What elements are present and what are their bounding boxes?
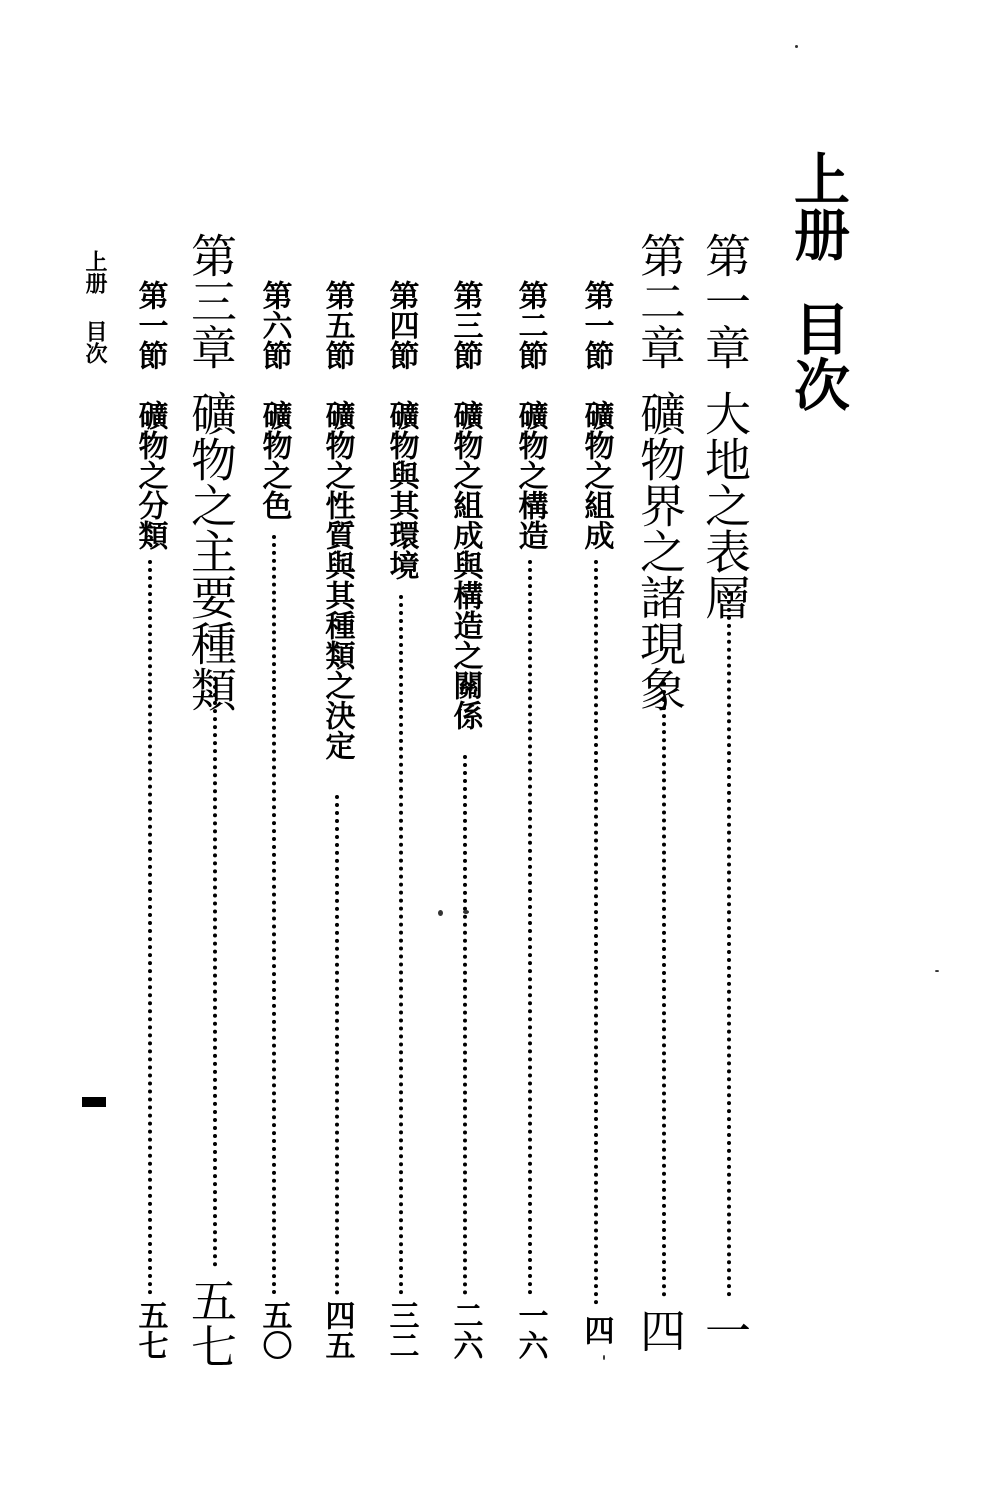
toc-entry-section[interactable] bbox=[512, 280, 552, 1360]
toc-entry-chapter-1[interactable] bbox=[700, 232, 760, 1352]
toc-title: 礦物之分類 bbox=[132, 400, 168, 550]
toc-title: 礦物之構造 bbox=[512, 400, 548, 550]
toc-page-number: 五〇 bbox=[256, 1300, 292, 1360]
toc-number: 第三節 bbox=[447, 280, 483, 370]
dot-leader bbox=[463, 755, 467, 1295]
dot-leader bbox=[528, 560, 532, 1295]
toc-entry-section[interactable] bbox=[383, 280, 423, 1360]
scan-speck bbox=[935, 970, 939, 972]
dot-leader bbox=[213, 677, 217, 1267]
toc-number: 第一章 bbox=[698, 232, 752, 370]
toc-page-number: 一六 bbox=[512, 1300, 548, 1360]
running-head: 上册 目次 bbox=[82, 250, 108, 364]
dot-leader bbox=[662, 682, 666, 1297]
toc-number: 第四節 bbox=[383, 280, 419, 370]
toc-page-number: 五七 bbox=[184, 1277, 238, 1369]
toc-title: 礦物之色 bbox=[256, 400, 292, 520]
toc-number: 第一節 bbox=[578, 280, 614, 370]
scan-speck bbox=[438, 910, 443, 916]
toc-entry-section[interactable] bbox=[256, 280, 296, 1360]
toc-number: 第六節 bbox=[256, 280, 292, 370]
dot-leader bbox=[335, 795, 339, 1295]
toc-page-number: 四五 bbox=[319, 1300, 355, 1360]
scan-speck bbox=[795, 45, 798, 48]
scan-speck bbox=[463, 910, 469, 914]
toc-title: 大地之表層 bbox=[698, 390, 752, 620]
toc-title: 礦物與其環境 bbox=[383, 400, 419, 580]
toc-number: 第二節 bbox=[512, 280, 548, 370]
toc-entry-chapter-2[interactable] bbox=[635, 232, 695, 1352]
title-contents: 目次 bbox=[785, 300, 851, 412]
dot-leader bbox=[727, 592, 731, 1297]
toc-title: 礦物之組成 bbox=[578, 400, 614, 550]
toc-title: 礦物界之諸現象 bbox=[633, 390, 687, 712]
toc-page-number: 四 bbox=[633, 1307, 687, 1353]
dot-leader bbox=[399, 595, 403, 1295]
dot-leader bbox=[594, 560, 598, 1305]
page-title bbox=[785, 150, 870, 412]
dot-leader bbox=[148, 560, 152, 1295]
toc-page-number: 五七 bbox=[132, 1300, 168, 1360]
folio bbox=[82, 1097, 106, 1107]
scan-speck bbox=[603, 1355, 605, 1360]
toc-entry-chapter-3[interactable] bbox=[184, 232, 246, 1369]
toc-entry-section[interactable] bbox=[578, 280, 618, 1350]
toc-number: 第五節 bbox=[319, 280, 355, 370]
toc-entry-section[interactable] bbox=[132, 280, 172, 1360]
toc-title: 礦物之性質與其種類之決定 bbox=[319, 400, 355, 760]
toc-page-number: 二六 bbox=[447, 1300, 483, 1360]
toc-number: 第二章 bbox=[633, 232, 687, 370]
toc-entry-section[interactable] bbox=[447, 280, 487, 1360]
toc-page-number: 一 bbox=[698, 1307, 752, 1353]
toc-title: 礦物之組成與構造之關係 bbox=[447, 400, 483, 730]
title-volume: 上册 bbox=[785, 150, 851, 262]
toc-page-number: 三二 bbox=[383, 1300, 419, 1360]
toc-number: 第一節 bbox=[132, 280, 168, 370]
toc-number: 第三章 bbox=[184, 232, 238, 370]
toc-page-number: 四 bbox=[578, 1315, 614, 1345]
dot-leader bbox=[272, 535, 276, 1295]
toc-title: 礦物之主要種類 bbox=[184, 390, 238, 712]
toc-entry-section[interactable] bbox=[319, 280, 359, 1360]
